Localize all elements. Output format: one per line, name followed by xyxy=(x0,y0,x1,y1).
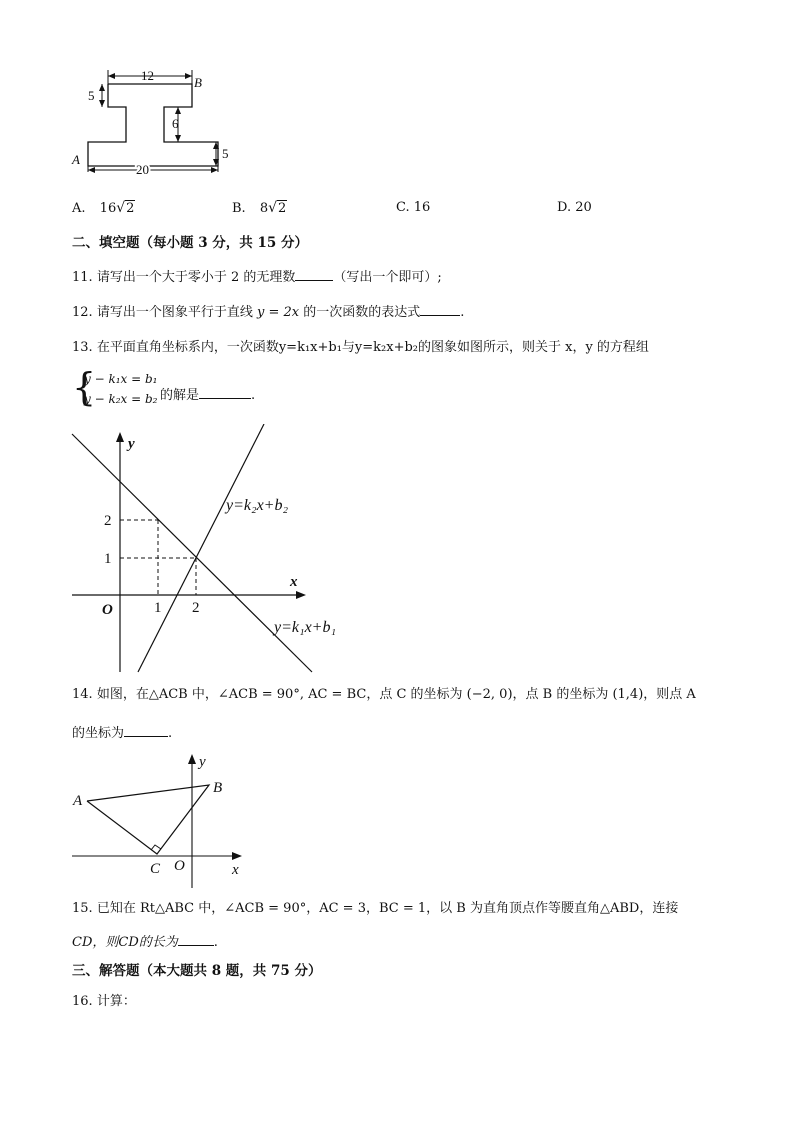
fig14-b: B xyxy=(213,780,223,796)
option-d[interactable]: D. 20 xyxy=(557,200,592,215)
question-14: 14. 如图，在△ACB 中，∠ACB = 90°, AC = BC，点 C 的坐标为 (−2, 0)，点 B 的坐标为 (1,4)，则点 A xyxy=(72,687,696,702)
x-tick-2: 2 xyxy=(192,600,200,616)
dim-bottom-height: 5 xyxy=(222,146,229,161)
option-b[interactable]: B. 8√2 xyxy=(232,200,287,216)
dim-web-height: 6 xyxy=(172,116,179,131)
line-k1-label: y=k₁x+b₁ xyxy=(274,619,337,636)
equation-1: y − k₁x = b₁ xyxy=(84,372,158,386)
line-k2-label: y=k₂x+b₂ xyxy=(226,497,289,514)
answer-blank-12[interactable] xyxy=(420,302,460,316)
answer-blank-13[interactable] xyxy=(199,385,251,399)
i-beam-figure xyxy=(70,62,240,182)
question-15: 15. 已知在 Rt△ABC 中，∠ACB = 90°，AC = 3，BC = 1，以 B 为直角顶点作等腰直角△ABD，连接 xyxy=(72,901,679,916)
section-2-title: 二、填空题（每小题 3 分，共 15 分） xyxy=(72,235,308,251)
q13-graph xyxy=(68,424,368,676)
equation-2: y − k₂x = b₂ xyxy=(84,392,158,406)
question-15-line2: CD，则CD的长为 . xyxy=(72,932,218,952)
x-tick-1: 1 xyxy=(154,600,162,616)
label-a: A xyxy=(72,152,80,167)
q14-figure xyxy=(70,750,250,890)
brace: { xyxy=(72,365,97,409)
option-a[interactable]: A. 16√2 xyxy=(72,200,135,216)
answer-blank-14[interactable] xyxy=(124,723,168,737)
fig14-x: x xyxy=(232,862,239,878)
dim-bottom-width: 20 xyxy=(136,162,149,177)
answer-blank-15[interactable] xyxy=(178,932,214,946)
label-b: B xyxy=(194,75,202,90)
question-13-tail: 的解是 . xyxy=(160,385,255,405)
option-c[interactable]: C. 16 xyxy=(396,200,431,215)
fig14-o: O xyxy=(174,858,185,874)
section-3-title: 三、解答题（本大题共 8 题，共 75 分） xyxy=(72,963,322,979)
option-letter: D. xyxy=(557,200,572,215)
question-16: 16. 计算： xyxy=(72,994,136,1009)
y-axis-label: y xyxy=(128,436,135,452)
y-tick-2: 2 xyxy=(104,513,112,529)
question-13: 13. 在平面直角坐标系内，一次函数y=k₁x+b₁与y=k₂x+b₂的图象如图所示，则关于 x，y 的方程组 xyxy=(72,340,649,355)
dim-top-height: 5 xyxy=(88,88,95,103)
x-axis-label: x xyxy=(290,574,298,590)
fig14-a: A xyxy=(73,793,83,809)
answer-blank-11[interactable] xyxy=(295,267,333,281)
option-letter: B. xyxy=(232,201,246,216)
fig14-y: y xyxy=(199,754,206,770)
line-k2 xyxy=(138,424,264,672)
option-letter: A. xyxy=(72,201,86,216)
question-11: 11. 请写出一个大于零小于 2 的无理数 （写出一个即可）; xyxy=(72,267,442,287)
dim-top-width: 12 xyxy=(141,68,154,83)
question-12: 12. 请写出一个图象平行于直线 y = 2x 的一次函数的表达式 . xyxy=(72,302,464,322)
fig14-c: C xyxy=(150,861,161,877)
option-letter: C. xyxy=(396,200,410,215)
question-14-line2: 的坐标为 . xyxy=(72,723,172,743)
origin-label: O xyxy=(102,602,113,618)
y-tick-1: 1 xyxy=(104,551,112,567)
